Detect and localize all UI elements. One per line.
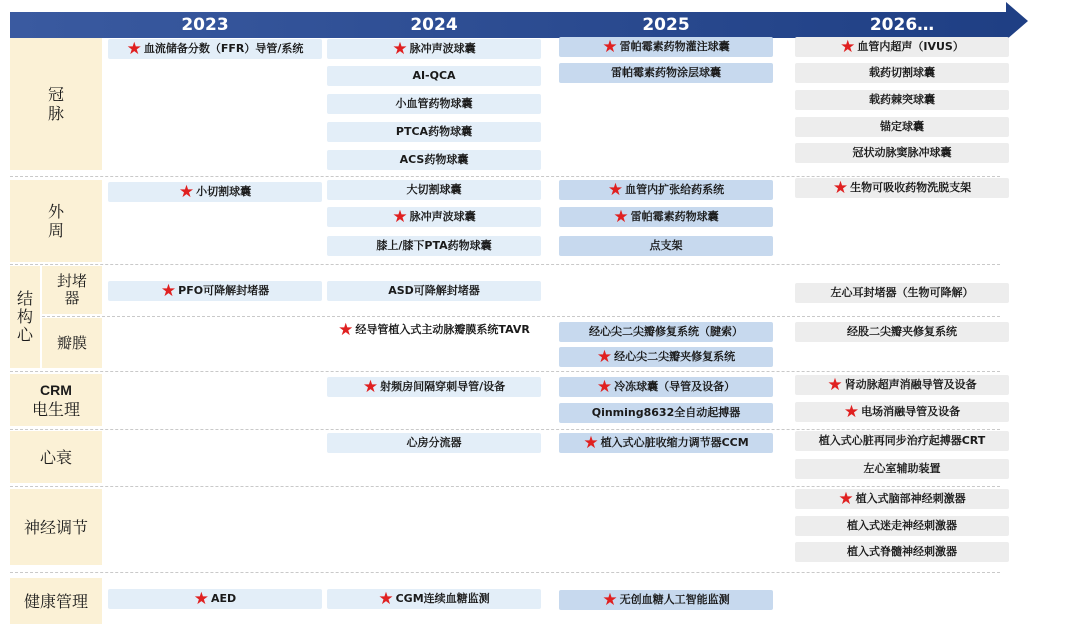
item-box <box>559 322 773 342</box>
category-health-management: 健康管理 <box>10 578 102 624</box>
item-label: 经导管植入式主动脉瓣膜系统TAVR <box>355 323 530 336</box>
item-box <box>327 180 541 200</box>
item-box <box>559 403 773 423</box>
item-box <box>795 431 1009 451</box>
item-box <box>795 117 1009 137</box>
item-box <box>559 63 773 83</box>
star-icon: ★ <box>126 39 142 59</box>
item-label: 经股二尖瓣夹修复系统 <box>847 325 957 338</box>
item-box <box>327 589 541 609</box>
item-label: 无创血糖人工智能监测 <box>619 593 730 606</box>
item-label: 左心耳封堵器（生物可降解） <box>830 286 974 299</box>
item-box <box>559 590 773 610</box>
year-2026-label: 2026… <box>869 15 935 35</box>
item-label: 冠状动脉窦脉冲球囊 <box>852 146 952 159</box>
item-box <box>108 39 322 59</box>
star-icon: ★ <box>362 377 379 397</box>
item-box <box>795 375 1009 395</box>
item-label: 左心室辅助装置 <box>863 462 941 475</box>
item-label: AED <box>211 592 237 605</box>
item-box <box>327 281 541 301</box>
item-box <box>795 283 1009 303</box>
category-crm-line2: 电生理 <box>31 400 80 419</box>
row-divider <box>10 371 1000 372</box>
item-box <box>795 37 1009 57</box>
item-box <box>559 347 773 367</box>
row-divider <box>10 486 1000 487</box>
star-icon: ★ <box>843 402 860 422</box>
star-icon: ★ <box>392 207 408 227</box>
item-label: 植入式心脏再同步治疗起搏器CRT <box>818 434 986 447</box>
star-icon: ★ <box>607 180 624 200</box>
star-icon: ★ <box>583 433 599 453</box>
item-label: 锚定球囊 <box>880 120 924 133</box>
star-icon: ★ <box>160 281 177 301</box>
item-box <box>559 377 773 397</box>
item-label: 生物可吸收药物洗脱支架 <box>850 181 972 194</box>
row-divider <box>10 572 1000 573</box>
item-label: 小切割球囊 <box>196 185 252 198</box>
item-box <box>795 489 1009 509</box>
item-label: ASD可降解封堵器 <box>388 284 480 297</box>
item-box <box>327 94 541 114</box>
star-icon: ★ <box>378 589 394 609</box>
item-box <box>795 143 1009 163</box>
category-occluder: 封堵 器 <box>42 266 102 314</box>
star-icon: ★ <box>338 320 354 340</box>
category-crm-line1: CRM <box>40 382 72 398</box>
star-icon: ★ <box>596 377 613 397</box>
item-label: 大切割球囊 <box>406 183 462 196</box>
row-divider <box>10 429 1000 430</box>
item-label: 雷帕霉素药物灌注球囊 <box>619 40 730 53</box>
item-box <box>327 39 541 59</box>
year-2025-label: 2025 <box>642 15 690 35</box>
category-peripheral: 外 周 <box>10 180 102 262</box>
item-label: Qinming8632全自动起搏器 <box>591 406 741 419</box>
item-label: AI-QCA <box>412 69 456 82</box>
item-box <box>108 281 322 301</box>
item-box <box>327 433 541 453</box>
year-2023-label: 2023 <box>181 15 229 35</box>
item-label: 膝上/膝下PTA药物球囊 <box>376 239 492 252</box>
year-2024-label: 2024 <box>410 15 458 35</box>
category-crm <box>10 374 102 426</box>
item-label: 血流储备分数（FFR）导管/系统 <box>143 42 304 55</box>
star-icon: ★ <box>178 182 195 202</box>
item-label: 血管内超声（IVUS） <box>857 40 964 53</box>
item-box <box>327 122 541 142</box>
item-box <box>559 207 773 227</box>
item-label: 载药切割球囊 <box>869 66 935 79</box>
category-heart-failure: 心衰 <box>10 431 102 483</box>
item-box <box>559 180 773 200</box>
row-divider <box>42 316 1000 317</box>
item-box <box>795 90 1009 110</box>
item-label: 脉冲声波球囊 <box>409 210 476 223</box>
item-box <box>795 63 1009 83</box>
timeline-arrow-head <box>1006 2 1028 40</box>
item-label: 肾动脉超声消融导管及设备 <box>844 378 977 391</box>
item-label: 脉冲声波球囊 <box>409 42 476 55</box>
star-icon: ★ <box>832 178 849 198</box>
item-label: 射频房间隔穿刺导管/设备 <box>380 380 506 393</box>
item-box <box>327 377 541 397</box>
item-label: 电场消融导管及设备 <box>861 405 961 418</box>
item-label: 载药棘突球囊 <box>869 93 935 106</box>
item-label: 经心尖二尖瓣修复系统（腱索） <box>589 325 743 338</box>
item-box <box>795 459 1009 479</box>
star-icon: ★ <box>602 590 618 610</box>
item-label: 经心尖二尖瓣夹修复系统 <box>614 350 736 363</box>
item-label: CGM连续血糖监测 <box>395 592 490 605</box>
item-box <box>108 589 322 609</box>
item-box <box>559 433 773 453</box>
item-label: 植入式脊髓神经刺激器 <box>847 545 957 558</box>
item-label: PTCA药物球囊 <box>395 125 473 138</box>
category-valve: 瓣膜 <box>42 318 102 368</box>
star-icon: ★ <box>193 589 210 609</box>
star-icon: ★ <box>840 37 856 57</box>
item-label: 雷帕霉素药物球囊 <box>630 210 719 223</box>
row-divider <box>10 176 1000 177</box>
star-icon: ★ <box>838 489 854 509</box>
item-box <box>327 150 541 170</box>
item-label: 点支架 <box>649 239 683 252</box>
item-label: 小血管药物球囊 <box>395 97 473 110</box>
item-box <box>327 66 541 86</box>
item-box <box>795 178 1009 198</box>
item-label: 心房分流器 <box>406 436 462 449</box>
star-icon: ★ <box>827 375 843 395</box>
item-box <box>795 542 1009 562</box>
item-box <box>795 516 1009 536</box>
item-box <box>108 182 322 202</box>
star-icon: ★ <box>596 347 613 367</box>
item-label: 雷帕霉素药物涂层球囊 <box>611 66 721 79</box>
item-label: 血管内扩张给药系统 <box>625 183 725 196</box>
category-neuromodulation: 神经调节 <box>10 489 102 565</box>
item-box <box>559 37 773 57</box>
item-box <box>327 236 541 256</box>
item-label: 植入式迷走神经刺激器 <box>847 519 957 532</box>
item-box <box>795 402 1009 422</box>
star-icon: ★ <box>613 207 629 227</box>
item-box <box>327 207 541 227</box>
item-label: PFO可降解封堵器 <box>178 284 270 297</box>
category-coronary: 冠 脉 <box>10 38 102 170</box>
item-label: 植入式脑部神经刺激器 <box>855 492 966 505</box>
category-structural: 结 构 心 <box>10 266 40 368</box>
item-label: ACS药物球囊 <box>399 153 469 166</box>
star-icon: ★ <box>392 39 408 59</box>
item-label: 植入式心脏收缩力调节器CCM <box>600 436 749 449</box>
item-box <box>559 236 773 256</box>
row-divider <box>10 264 1000 265</box>
star-icon: ★ <box>602 37 618 57</box>
item-label: 冷冻球囊（导管及设备） <box>614 380 736 393</box>
item-box <box>327 320 541 340</box>
item-box <box>795 322 1009 342</box>
